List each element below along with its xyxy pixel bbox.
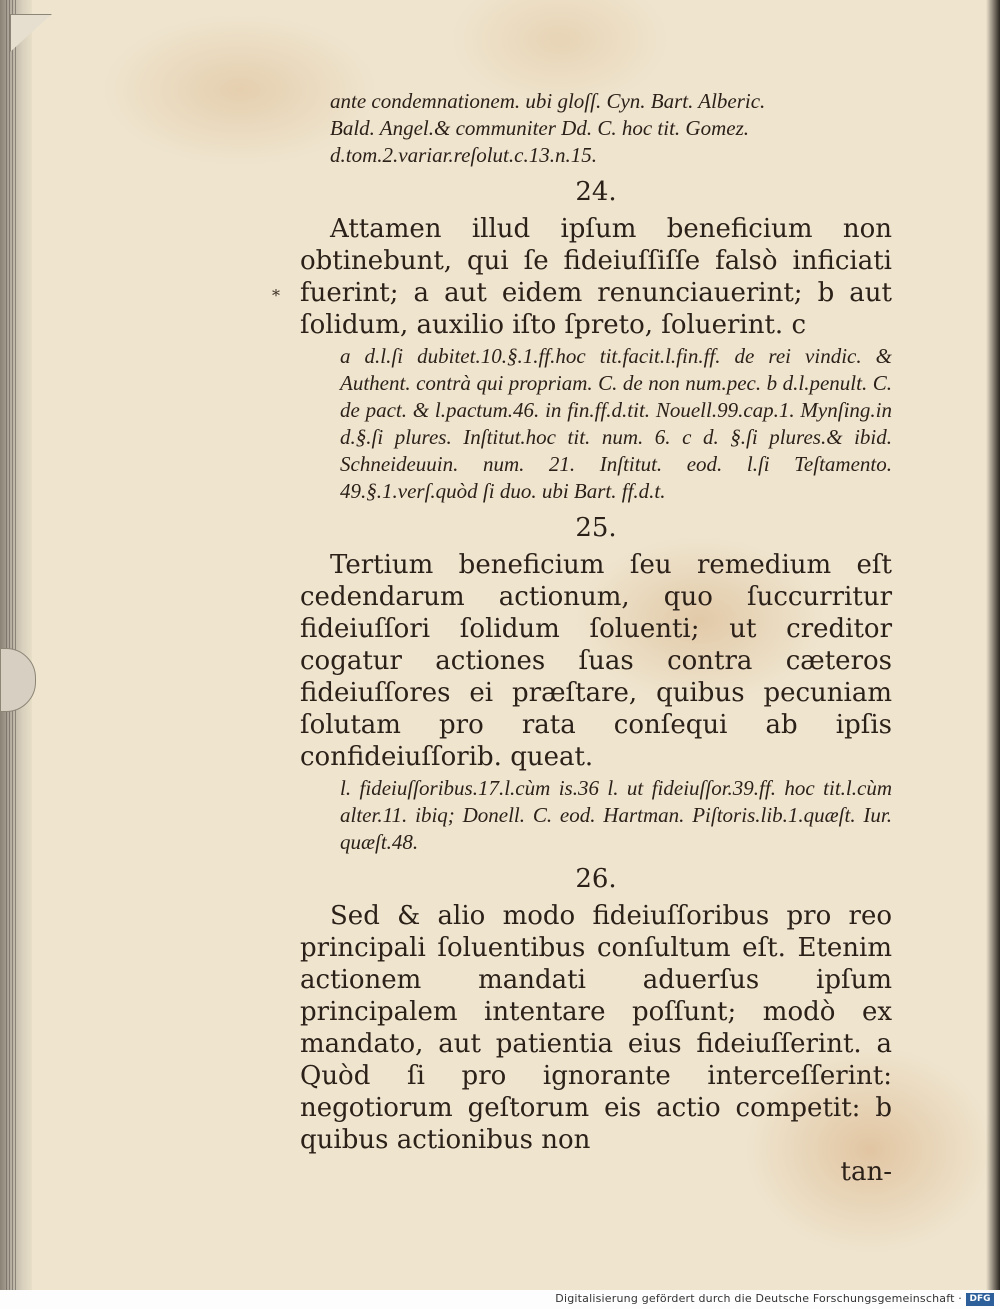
section-paragraph: Attamen illud ipſum beneficium non obtinebunt, qui ſe fideiuſſiſſe falsò inficiati fuerint; a aut eidem renunciauerint; b aut ſolidum, auxilio iſto ſpreto, ſoluerint. c [300,214,892,340]
section-26 [300,864,892,1156]
section-paragraph: Sed & alio modo fideiuſſoribus pro reo principali ſoluentibus conſultum eſt. Etenim actionem mandati aduerſus ipſum principalem intentare poſſunt; modò ex mandato, aut patientia eius fideiuſſerint. a Quòd ſi pro ignorante interceſſerint: negotiorum geſtorum eis actio competit: b quibus actionibus non [300,901,892,1155]
text-block [300,88,892,1188]
dfg-logo-icon: DFG [966,1293,994,1306]
top-note [300,88,892,169]
section-footnote: a d.l.ſi dubitet.10.§.1.ff.hoc tit.facit.l.fin.ff. de rei vindic. & Authent. contrà qui propriam. C. de non num.pec. b d.l.penult. C. de pact. & l.pactum.46. in fin.ff.d.tit. Nouell.99.cap.1. Mynſing.in d.§.ſi plures. Inſtitut.hoc tit. num. 6. c d. §.ſi plures.& ibid. Schneideuuin. num. 21. Inſtitut. eod. l.ſi Teſtamento. 49.§.1.verſ.quòd ſi duo. ubi Bart. ff.d.t. [340,344,892,503]
section-24 [300,177,892,505]
section-25 [300,513,892,856]
section-footnote: l. fideiuſſoribus.17.l.cùm is.36 l. ut fideiuſſor.39.ff. hoc tit.l.cùm alter.11. ibiq; Donell. C. eod. Hartman. Piſtoris.lib.1.quæſt. Iur. quæſt.48. [340,776,892,854]
footer-bar [0,1290,1000,1309]
page-edge-shadow [986,0,1000,1290]
section-number: 25. [575,513,617,543]
catchword: tan- [840,1157,892,1187]
footer-credit: Digitalisierung gefördert durch die Deutsche Forschungsgemeinschaft · [555,1292,962,1305]
section-number: 26. [575,864,617,894]
section-paragraph: Tertium beneficium ſeu remedium eſt cedendarum actionum, quo ſuccurritur fideiuſſori ſolidum ſoluenti; ut creditor cogatur actiones ſuas contra cæteros fideiuſſores ei præſtare, quibus pecuniam ſolutam pro rata conſequi ab ipſis confideiuſſorib. queat. [300,550,892,772]
margin-mark: * [272,286,280,305]
top-note-line: Bald. Angel.& communiter Dd. C. hoc tit. Gomez. [330,116,749,140]
top-note-line: ante condemnationem. ubi gloſſ. Cyn. Bart. Alberic. [330,89,766,113]
section-number: 24. [575,177,617,207]
spine-page-edges [6,0,18,1290]
top-note-line: d.tom.2.variar.reſolut.c.13.n.15. [330,143,597,167]
